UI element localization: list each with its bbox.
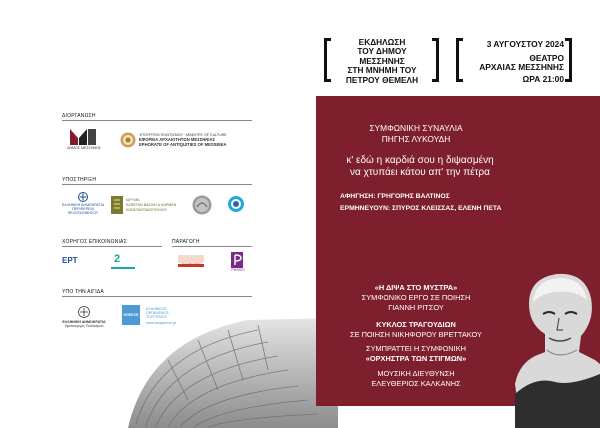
section-organization: ΔΙΟΡΓΑΝΩΣΗ (62, 113, 96, 119)
divider (62, 184, 252, 185)
foundation-logo-icon (111, 196, 123, 214)
peloponnisos-line-2: ΠΕΡΙΦΕΡΕΙΑ ΠΕΛΟΠΟΝΝΗΣΟΥ (67, 207, 99, 216)
ministry-line-2: ΕΦΟΡΕΙΑ ΑΡΧΑΙΟΤΗΤΩΝ ΜΕΣΣΗΝΙΑΣ (139, 137, 215, 142)
ministry-line-3: EPHORATE OF ANTIQUITIES OF MESSENIA (139, 142, 227, 147)
event-date: 3 ΑΥΓΟΥΣΤΟΥ 2024 (486, 39, 564, 49)
foundation-line-2: ΚΑΠΕΤΑΝ ΒΑΣΙΛΗ & ΚΑΡΜΕΝ (126, 203, 177, 207)
divider (172, 246, 252, 247)
concert-title: ΣΥΜΦΩΝΙΚΗ ΣΥΝΑΥΛΙΑ (369, 123, 463, 133)
divider (62, 246, 162, 247)
event-line: ΠΕΤΡΟΥ ΘΕΜΕΛΗ (345, 74, 419, 85)
section-production: ΠΑΡΑΓΩΓΗ (172, 239, 200, 245)
event-line: ΜΕΣΣΗΝΗΣ (359, 55, 405, 66)
gnto-line-1: ΕΛΛΗΝΙΚΟΣ (146, 307, 167, 311)
peloponnisos-emblem-icon (78, 192, 88, 202)
republic-line-2: Υφυπουργός Πολιτισμού (64, 324, 104, 328)
gnto-line-3: ΤΟΥΡΙΣΜΟΥ (146, 315, 167, 319)
ministry-seal-icon (120, 132, 136, 148)
work-1-title: «Η ΔΙΨΑ ΣΤΟ ΜΥΣΤΡΑ» (374, 283, 458, 292)
gnto-logo: GREECE (122, 305, 140, 325)
event-line: ΣΤΗ ΜΝΗΜΗ ΤΟΥ (347, 65, 417, 76)
divider (62, 120, 252, 121)
ministry-line-1: ΥΠΟΥΡΓΕΙΟ ΠΟΛΙΤΙΣΜΟΥ · MINISTRY OF CULTURE (139, 133, 227, 137)
republic-line-1: ΕΛΛΗΝΙΚΗ ΔΗΜΟΚΡΑΤΙΑ (62, 320, 106, 324)
work-1-line-2: ΣΥΜΦΩΝΙΚΟ ΕΡΓΟ ΣΕ ΠΟΙΗΣΗ (361, 293, 471, 302)
section-support: ΥΠΟΣΤΗΡΙΞΗ (62, 177, 97, 183)
section-auspices: ΥΠΟ ΤΗΝ ΑΙΓΙΔΑ (62, 289, 104, 295)
conductor-label: ΜΟΥΣΙΚΗ ΔΙΕΥΘΥΝΣΗ (377, 369, 455, 378)
ert-logo: ΕΡΤ (62, 256, 78, 265)
venue-line-1: ΘΕΑΤΡΟ (529, 53, 564, 63)
divider (62, 296, 252, 297)
dimos-messinis-logo (70, 129, 96, 145)
performers: ΕΡΜΗΝΕΥΟΥΝ: ΣΠΥΡΟΣ ΚΛΕΙΣΣΑΣ, ΕΛΕΝΗ ΠΕΤΑ (340, 205, 502, 212)
subtitle-line-2: να χτυπάει κάτου απ' την πέτρα (350, 167, 490, 178)
coin-logo-icon (192, 195, 212, 215)
event-time: ΩΡΑ 21:00 (522, 74, 564, 84)
bracket-right-event (432, 38, 439, 82)
subtitle-line-1: κ' εδώ η καρδιά σου η διψασμένη (346, 155, 494, 166)
orchestra-line-2: «ΟΡΧΗΣΤΡΑ ΤΩΝ ΣΤΙΓΜΩΝ» (365, 354, 467, 363)
foundation-line-1: ΙΔΡΥΜΑ (126, 198, 140, 202)
radio-2-logo: 2 (114, 253, 121, 265)
event-date-venue (462, 38, 564, 85)
production-name: ΣΥΜΠΑΓΕΙΑ (181, 263, 203, 267)
gnto-line-2: ΟΡΓΑΝΙΣΜΟΣ (146, 311, 170, 315)
bracket-right-date (565, 38, 572, 82)
greek-republic-emblem-icon (78, 306, 90, 318)
peloponnisos-line-1: ΕΛΛΗΝΙΚΗ ΔΗΜΟΚΡΑΤΙΑ (61, 203, 105, 207)
foundation-line-3: ΚΩΝΣΤΑΝΤΑΚΟΠΟΥΛΟΥ (126, 208, 168, 212)
gnto-url: www.visitgreece.gr (146, 321, 176, 325)
phasis-label: PHASIS (231, 268, 245, 272)
phasis-logo-icon (231, 252, 243, 268)
event-line: ΤΟΥ ΔΗΜΟΥ (357, 46, 407, 57)
portrait-photo (515, 264, 600, 428)
blue-emblem-icon (227, 195, 245, 215)
event-line: ΕΚΔΗΛΩΣΗ (358, 37, 406, 47)
work-2-line-2: ΣΕ ΠΟΙΗΣΗ ΝΙΚΗΦΟΡΟΥ ΒΡΕΤΤΑΚΟΥ (350, 330, 482, 339)
radio-2-bar-icon (111, 266, 135, 270)
orchestra-line-1: ΣΥΜΠΡΑΤΤΕΙ Η ΣΥΜΦΩΝΙΚΗ (366, 344, 466, 353)
work-2-title: ΚΥΚΛΟΣ ΤΡΑΓΟΥΔΙΩΝ (376, 320, 456, 329)
composer-name: ΠΗΓΗΣ ΛΥΚΟΥΔΗ (381, 134, 451, 144)
dimos-messinis-label: ΔΗΜΟΣ ΜΕΣΣΗΝΗΣ (67, 146, 101, 150)
ancient-theatre-image (128, 300, 338, 428)
narration: ΑΦΗΓΗΣΗ: ΓΡΗΓΟΡΗΣ ΒΑΛΤΙΝΟΣ (340, 193, 450, 200)
work-1-line-3: ΓΙΑΝΝΗ ΡΙΤΣΟΥ (388, 303, 444, 312)
event-title (334, 38, 430, 85)
venue-line-2: ΑΡΧΑΙΑΣ ΜΕΣΣΗΝΗΣ (479, 62, 564, 72)
section-media-sponsor: ΧΟΡΗΓΟΣ ΕΠΙΚΟΙΝΩΝΙΑΣ (62, 239, 127, 245)
conductor-name: ΕΛΕΥΘΕΡΙΟΣ ΚΑΛΚΑΝΗΣ (371, 379, 461, 388)
bracket-left-event (324, 38, 331, 82)
